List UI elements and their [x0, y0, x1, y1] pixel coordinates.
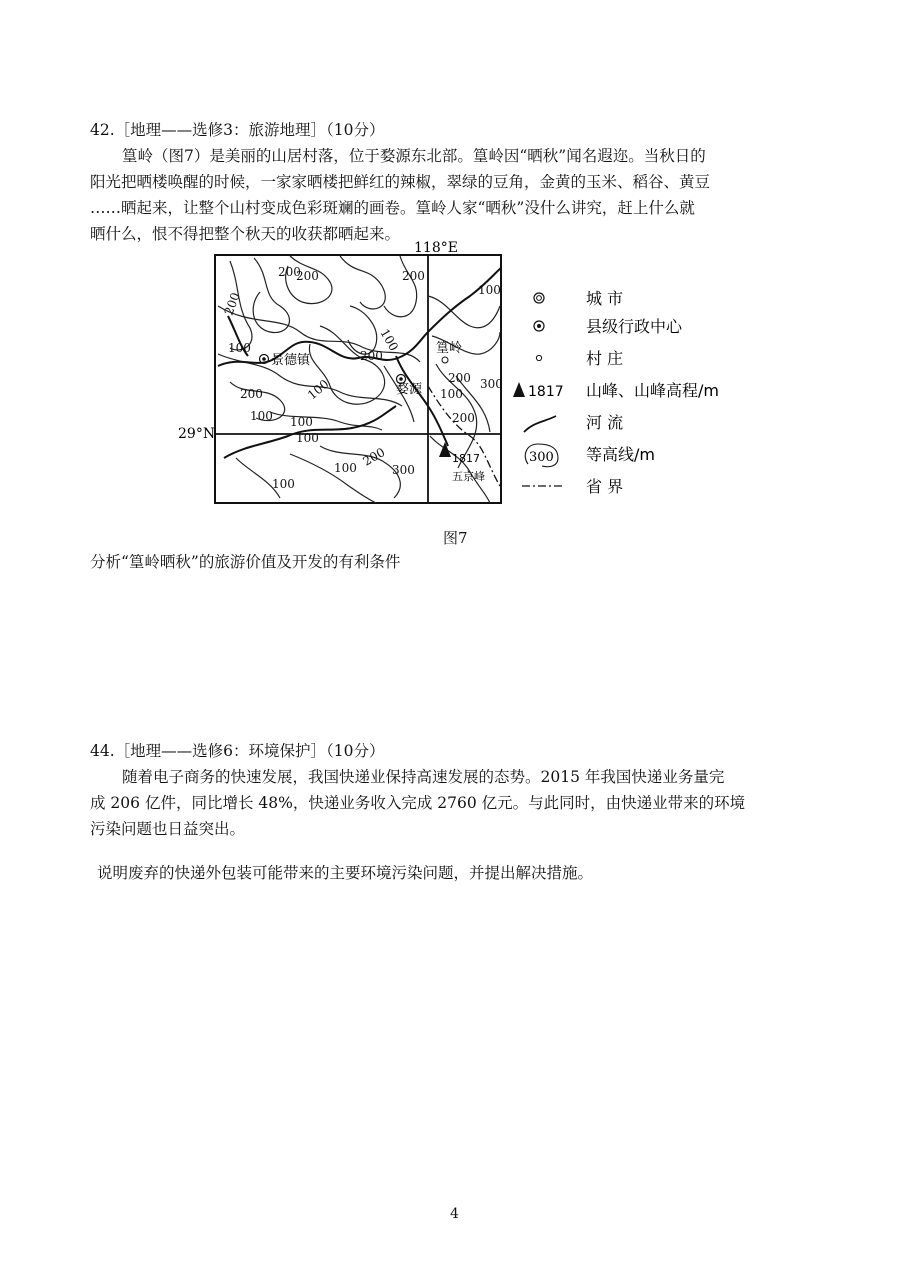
svg-text:河 流: 河 流 [586, 413, 624, 432]
contour-label: 200 [360, 445, 388, 469]
peak-wujingfeng [439, 442, 485, 483]
q42-question: 分析“篁岭晒秋”的旅游价值及开发的有利条件 [90, 553, 401, 571]
contour-label: 200 [296, 269, 319, 283]
contour-label: 200 [240, 387, 263, 401]
river-lines [218, 268, 501, 458]
svg-text:五京峰: 五京峰 [452, 470, 485, 483]
q42-line-1: 篁岭（图7）是美丽的山居村落，位于婺源东北部。篁岭因“晒秋”闻名遐迩。当秋日的 [122, 147, 706, 165]
q44-question: 说明废弃的快递外包装可能带来的主要环境污染问题，并提出解决措施。 [97, 864, 594, 882]
q44-heading: 44.［地理——选修6：环境保护］（10分） [90, 742, 385, 760]
legend-river [524, 413, 623, 432]
svg-text:篁岭: 篁岭 [436, 341, 463, 356]
svg-text:婺源: 婺源 [396, 382, 423, 397]
svg-text:1817: 1817 [528, 384, 564, 400]
legend-village [536, 349, 623, 368]
svg-text:县级行政中心: 县级行政中心 [586, 317, 683, 336]
peak-icon [513, 382, 525, 397]
contour-label: 100 [304, 376, 332, 403]
q42-line-3: ……晒起来，让整个山村变成色彩斑斓的画卷。篁岭人家“晒秋”没什么讲究，赶上什么就 [90, 199, 695, 217]
contour-label: 300 [392, 463, 415, 477]
svg-text:省 界: 省 界 [586, 477, 624, 496]
contour-label: 200 [221, 290, 243, 318]
map-legend [513, 289, 719, 496]
q44-line-2: 成 206 亿件，同比增长 48%，快递业务收入完成 2760 亿元。与此同时，由快递业带来的环境 [90, 794, 746, 812]
svg-text:村 庄: 村 庄 [586, 349, 624, 368]
place-wuyuan [396, 375, 423, 398]
contour-label: 100 [440, 387, 463, 401]
topographic-map-figure [170, 236, 750, 526]
page-number: 4 [450, 1206, 459, 1222]
contour-label: 100 [377, 326, 401, 354]
longitude-label: 118°E [414, 240, 458, 256]
city-icon [534, 293, 544, 303]
svg-text:300: 300 [529, 450, 554, 465]
legend-city [534, 289, 623, 308]
contour-label: 200 [452, 411, 475, 425]
svg-text:山峰、山峰高程/m: 山峰、山峰高程/m [586, 381, 719, 400]
contour-label: 200 [360, 349, 383, 363]
contour-label: 100 [296, 431, 319, 445]
legend-contour [525, 444, 655, 467]
svg-text:1817: 1817 [452, 452, 480, 465]
contour-label: 100 [272, 477, 295, 491]
contour-label: 100 [250, 409, 273, 423]
figure-caption: 图7 [443, 529, 468, 547]
svg-text:城 市: 城 市 [586, 289, 624, 308]
legend-boundary [522, 477, 623, 496]
contour-label: 100 [478, 283, 501, 297]
q42-line-2: 阳光把晒楼唤醒的时候，一家家晒楼把鲜红的辣椒，翠绿的豆角，金黄的玉米、稻谷、黄豆 [90, 173, 711, 191]
contour-label: 100 [228, 341, 251, 355]
river-icon [524, 416, 556, 432]
svg-text:等高线/m: 等高线/m [586, 445, 655, 464]
legend-county-center [534, 317, 683, 336]
q42-heading: 42.［地理——选修3：旅游地理］（10分） [90, 121, 385, 139]
village-icon [536, 355, 541, 360]
svg-text:景德镇: 景德镇 [271, 353, 311, 368]
place-jingdezhen [260, 352, 312, 368]
q44-line-3: 污染问题也日益突出。 [90, 820, 246, 838]
legend-peak [513, 381, 719, 400]
place-huangling [436, 341, 462, 363]
latitude-label: 29°N [178, 426, 216, 442]
q42-line-4: 晒什么，恨不得把整个秋天的收获都晒起来。 [90, 225, 401, 243]
contour-label: 200 [402, 269, 425, 283]
contour-label: 100 [334, 461, 357, 475]
contour-label: 200 [448, 371, 471, 385]
q44-line-1: 随着电子商务的快速发展，我国快递业保持高速发展的态势。2015 年我国快递业务量完 [122, 768, 725, 786]
contour-label: 200 [278, 265, 301, 279]
contour-label: 100 [290, 415, 313, 429]
contour-label: 300 [480, 377, 503, 391]
